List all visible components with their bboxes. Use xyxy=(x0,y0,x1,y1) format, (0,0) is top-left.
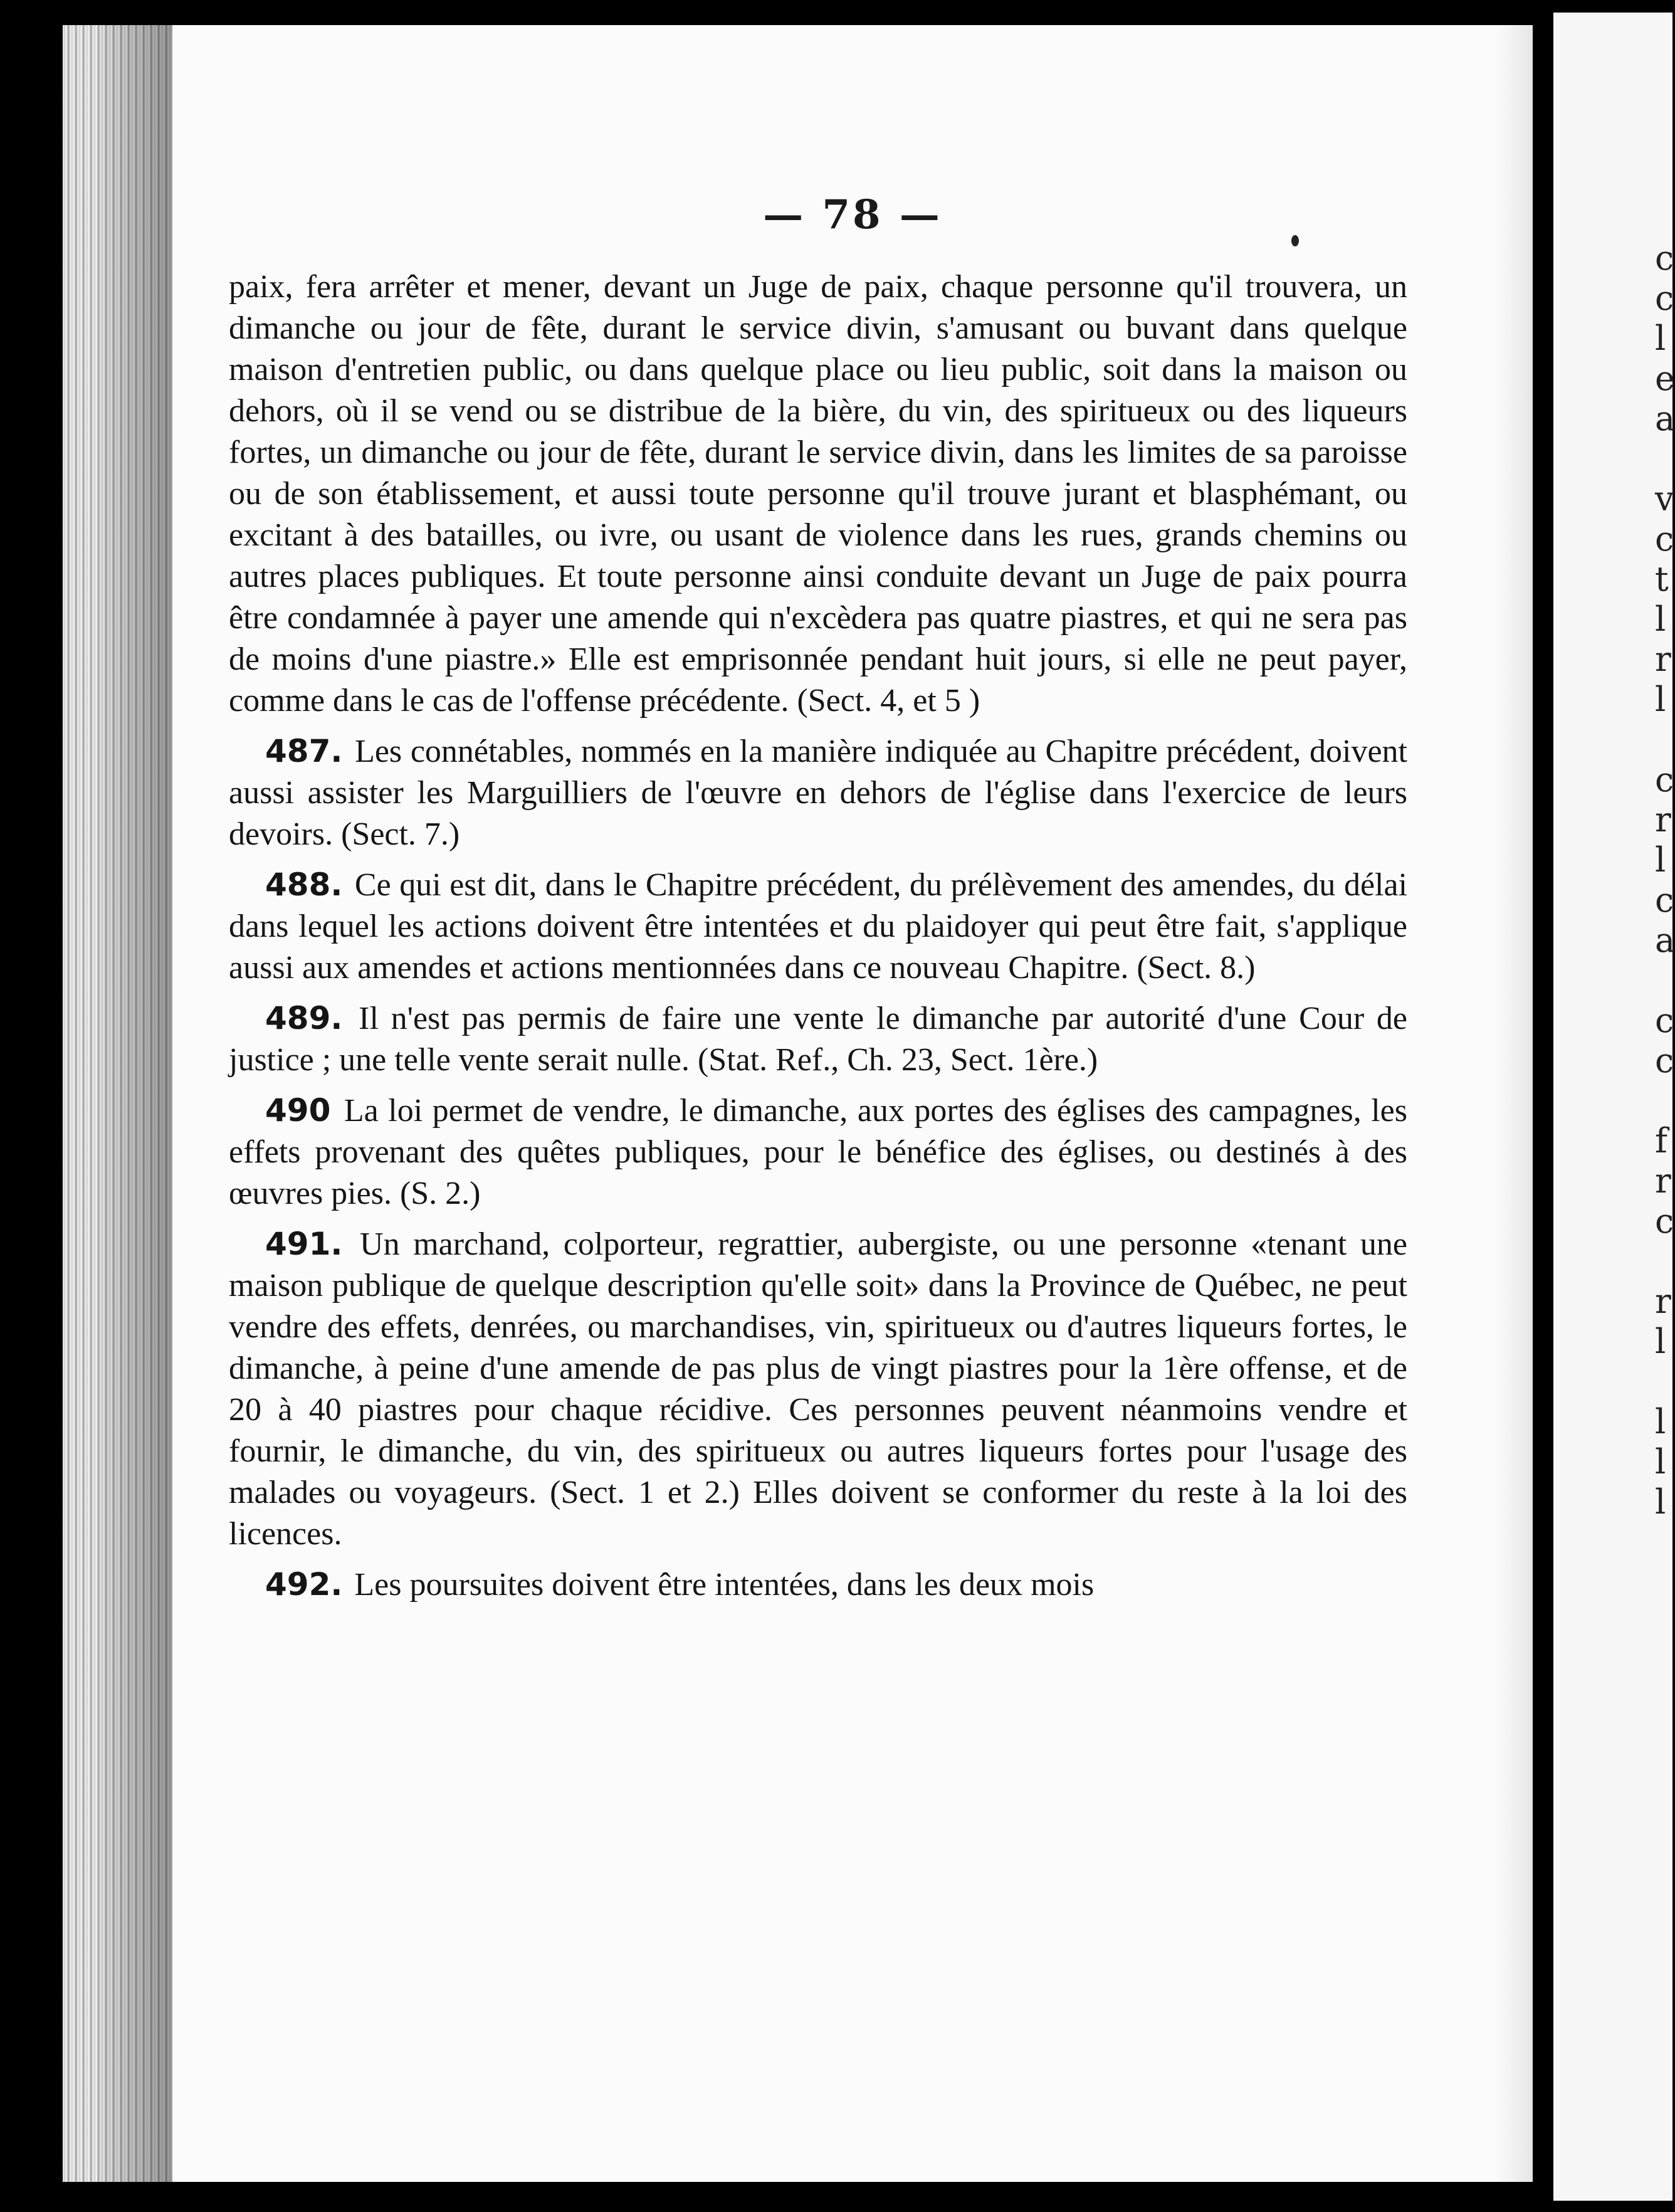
next-page-letter: c xyxy=(1655,1001,1674,1040)
next-page-letter: c xyxy=(1655,880,1674,920)
next-page-letter: r xyxy=(1655,1161,1671,1201)
next-page-letter: l xyxy=(1655,1322,1666,1361)
next-page-letter: r xyxy=(1655,640,1671,679)
next-page-letter: e xyxy=(1655,359,1675,398)
next-page-letter: r xyxy=(1655,800,1671,840)
book-edge-shadow xyxy=(100,25,172,2182)
next-page-letter: c xyxy=(1655,760,1674,799)
next-page-letter xyxy=(1655,720,1672,760)
next-page-letter: c xyxy=(1655,238,1674,278)
article-number: 487. xyxy=(265,733,343,769)
next-page-letter: l xyxy=(1655,599,1666,639)
page-number: — 78 — xyxy=(763,191,942,238)
article-492 xyxy=(229,1564,1407,1606)
next-page-letter: l xyxy=(1655,319,1666,358)
next-page-letter xyxy=(1655,1081,1672,1121)
ink-speck xyxy=(1291,235,1299,246)
next-page-letter: t xyxy=(1655,559,1669,599)
next-page-letter: l xyxy=(1655,1442,1666,1482)
next-page-letter: a xyxy=(1655,399,1675,438)
opening-paragraph: paix, fera arrêter et mener, devant un Juge de paix, chaque personne qu'il trouvera, un dimanche ou jour de fête, durant le service divin, s'amusant ou buvant dans quelque maison d'entretien public, ou dans quelque place ou lieu public, soit dans la maison ou dehors, où il se vend ou se distribue de la bière, du vin, des spiritueux ou des liqueurs fortes, un dimanche ou jour de fête, durant le service divin, dans les limites de sa paroisse ou de son établissement, et aussi toute personne qu'il trouve jurant et blasphémant, ou excitant à des batailles, ou ivre, ou usant de violence dans les rues, grands chemins ou autres places publiques. Et toute personne ainsi conduite devant un Juge de paix pourra être condamnée à payer une amende qui n'excèdera pas quatre piastres, et qui ne sera pas de moins d'une piastre.» Elle est emprisonnée pendant huit jours, si elle ne peut payer, comme dans le cas de l'offense précédente. (Sect. 4, et 5 ) xyxy=(229,269,1407,719)
article-number: 488. xyxy=(265,866,343,903)
article-489 xyxy=(229,998,1407,1081)
article-491 xyxy=(229,1223,1407,1555)
article-488 xyxy=(229,864,1407,989)
next-page-letter: c xyxy=(1655,519,1674,559)
next-page-letter: c xyxy=(1655,1041,1674,1080)
next-page-letter xyxy=(1655,961,1672,1001)
article-text: La loi permet de vendre, le dimanche, aux portes des églises des campagnes, les effets provenant des quêtes publiques, pour le bénéfice des églises, ou destinés à des œuvres pies. (S. 2.) xyxy=(229,1093,1407,1211)
article-number: 489. xyxy=(265,1000,343,1036)
article-number: 491. xyxy=(265,1226,343,1262)
next-page-letter: f xyxy=(1655,1121,1667,1161)
article-487 xyxy=(229,730,1407,855)
page-body xyxy=(229,266,1407,1614)
page-gutter-shadow xyxy=(1495,25,1533,2182)
next-page-letter: r xyxy=(1655,1282,1671,1321)
article-490 xyxy=(229,1090,1407,1214)
next-page-letter xyxy=(1655,1362,1672,1402)
next-page-letter: l xyxy=(1655,1482,1666,1522)
next-page-letter: c xyxy=(1655,278,1674,318)
article-number: 492. xyxy=(265,1566,343,1603)
next-page-letters xyxy=(1655,238,1675,1522)
article-number: 490 xyxy=(265,1092,331,1129)
next-page-letter xyxy=(1655,439,1672,479)
next-page-letter: l xyxy=(1655,1402,1666,1441)
article-text: Ce qui est dit, dans le Chapitre précédent, du prélèvement des amendes, du délai dans lequel les actions doivent être intentées et du plaidoyer qui peut être fait, s'applique aussi aux amendes et actions mentionnées dans ce nouveau Chapitre. (Sect. 8.) xyxy=(229,867,1408,986)
next-page-letter: v xyxy=(1655,479,1674,519)
article-text: Il n'est pas permis de faire une vente le dimanche par autorité d'une Cour de justice ; une telle vente serait nulle. (Stat. Ref., Ch. 23, Sect. 1ère.) xyxy=(229,1001,1407,1078)
article-text: Un marchand, colporteur, regrattier, aubergiste, ou une personne «tenant une maison publique de quelque description qu'elle soit» dans la Province de Québec, ne peut vendre des effets, denrées, ou marchandises, vin, spiritueux ou d'autres liqueurs fortes, le dimanche, à peine d'une amende de pas plus de vingt piastres pour la 1ère offense, et de 20 à 40 piastres pour chaque récidive. Ces personnes peuvent néanmoins vendre et fournir, le dimanche, du vin, des spiritueux ou autres liqueurs fortes pour l'usage des malades ou voyageurs. (Sect. 1 et 2.) Elles doivent se conformer du reste à la loi des licences. xyxy=(229,1226,1407,1552)
next-page-letter xyxy=(1655,1241,1672,1282)
article-text: Les poursuites doivent être intentées, dans les deux mois xyxy=(354,1567,1095,1603)
next-page-letter: a xyxy=(1655,920,1675,960)
article-text: Les connétables, nommés en la manière indiquée au Chapitre précédent, doivent aussi assister les Marguilliers de l'œuvre en dehors de l'église dans l'exercice de leurs devoirs. (Sect. 7.) xyxy=(229,734,1407,852)
next-page-letter: l xyxy=(1655,840,1666,880)
next-page-letter: l xyxy=(1655,680,1666,719)
next-page-letter: c xyxy=(1655,1201,1674,1241)
